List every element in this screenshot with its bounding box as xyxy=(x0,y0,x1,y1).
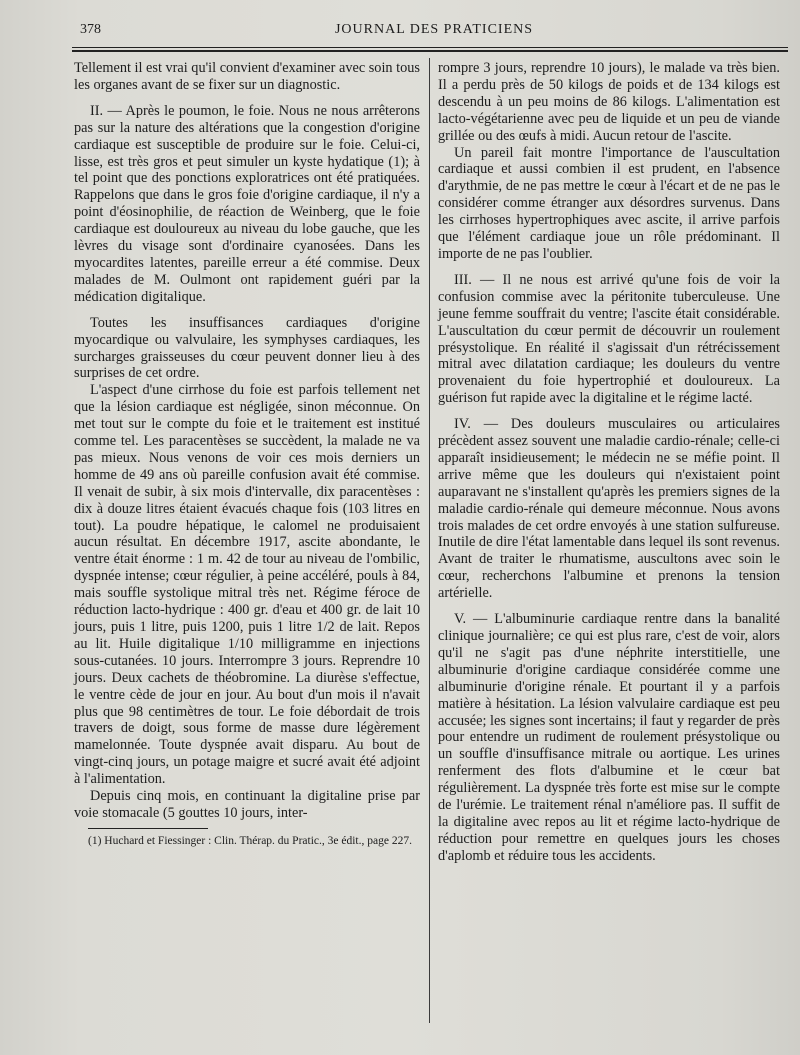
page-number: 378 xyxy=(80,22,101,37)
running-title: JOURNAL DES PRATICIENS xyxy=(334,22,534,37)
paragraph-section-iii: III. — Il ne nous est arrivé qu'une fois de voir la confusion commise avec la péritonite tuberculeuse. Une jeune femme souffrait du ventre; l'ascite était considérable. L'auscultation du cœur permit de découvrir un roulement présystolique. En réalité il s'agissait d'un rétrécissement mitral avec dilatation cardiaque; les douleurs du ventre provenaient du foie hypertrophié et douloureux. La guérison fut rapide avec la digitaline et le régime lacté. xyxy=(438,271,780,407)
right-column xyxy=(438,60,780,874)
paragraph-section-iv: IV. — Des douleurs musculaires ou articulaires précèdent assez souvent une maladie cardio-rénale; celle-ci apparaît insidieusement; le médecin ne se méfie point. Il arrive même que les douleurs qui n'existaient point auparavant ne s'installent qu'après les premiers signes de la maladie cardio-rénale qui demeure méconnue. Nous avons trois malades de cet ordre envoyés à une station sulfureuse. Inutile de dire l'état lamentable dans lequel ils sont revenus. Avant de traiter le rhumatisme, auscultons avec soin le cœur, recherchons l'albumine et prenons la tension artérielle. xyxy=(438,416,780,602)
header-rule-thick xyxy=(72,50,788,52)
page-header xyxy=(80,22,788,44)
left-column xyxy=(74,60,420,857)
footnote: (1) Huchard et Fiessinger : Clin. Thérap. du Pratic., 3e édit., page 227. xyxy=(88,834,412,847)
paragraph-cardiac-insufficiency: Toutes les insuffisances cardiaques d'origine myocardique ou valvulaire, les symphyses cardiaques, les surcharges graisseuses du cœur peuvent donner lieu à des surprises de cet ordre. xyxy=(74,314,420,382)
column-divider xyxy=(429,58,430,1023)
paragraph-auscultation: Un pareil fait montre l'importance de l'auscultation cardiaque et aussi combien il est prudent, en l'absence d'arythmie, de ne pas mettre le cœur à l'écart et de ne pas le considérer comme étranger aux désordres survenus. Dans les cirrhoses hypertrophiques avec ascite, il arrive parfois que l'élément cardiaque joue un rôle prédominant. Il importe de ne pas l'oublier. xyxy=(438,144,780,262)
header-rule xyxy=(72,47,788,48)
paragraph-intro-end: Tellement il est vrai qu'il convient d'examiner avec soin tous les organes avant de se fixer sur un diagnostic. xyxy=(74,60,420,93)
paragraph-cirrhosis-case: L'aspect d'une cirrhose du foie est parfois tellement net que la lésion cardiaque est négligée, sinon méconnue. On met tout sur le compte du foie et le traitement est institué comme tel. Les paracentèses se succèdent, la malade ne va pas mieux. Nous venons de voir ces mois derniers un homme de 49 ans où pareille confusion avait été commise. Il venait de subir, à six mois d'intervalle, dix paracentèses : dix à douze litres étaient évacués chaque fois (103 litres en tout). La poudre hépatique, le calomel ne produisaient aucun résultat. En décembre 1917, ascite abondante, le ventre était énorme : 1 m. 42 de tour au niveau de l'ombilic, dyspnée intense; cœur régulier, à peine accéléré, pouls à 84, mais souffle systolique mitral très net. Régime féroce de réduction lacto-hydrique : 400 gr. d'eau et 400 gr. de lait 10 jours, puis 1 litre, puis 1200, puis 1 litre 1/2 de lait. Repos au lit. Huile digitalique 1/10 milligramme en injections sous-cutanées. 10 jours. Interrompre 3 jours. Reprendre 10 jours. Deux cachets de théobromine. La diurèse s'effectue, le ventre cède de jour en jour. Au bout d'un mois il n'avait plus que 98 centimètres de tour. Le foie débordait de trois travers de doigt, sous forme de masse dure légèrement mamelonnée. Toute dyspnée avait disparu. Au bout de vingt-cinq jours, un potage maigre et sucré avait été adjoint à l'alimentation. xyxy=(74,382,420,788)
paragraph-five-months: Depuis cinq mois, en continuant la digitaline prise par voie stomacale (5 gouttes 10 jours, inter- xyxy=(74,788,420,821)
footnote-rule xyxy=(88,828,208,829)
paragraph-section-ii: II. — Après le poumon, le foie. Nous ne nous arrêterons pas sur la nature des altérations que la congestion d'origine cardiaque est susceptible de produire sur le foie. Celui-ci, lisse, est très gros et peut simuler un kyste hydatique (1); à tel point que des ponctions exploratrices ont été pratiquées. Rappelons que dans le gros foie d'origine cardiaque, il n'y a point d'éosinophilie, de réaction de Weinberg, que le foie cardiaque est douloureux au niveau du lobe gauche, que les lèvres du visage sont d'ordinaire cyanosées. Dans les myocardites latentes, pareille erreur a été commise. Deux malades de M. Oulmont ont rapidement guéri par la médication digitalique. xyxy=(74,102,420,305)
paragraph-continuation: rompre 3 jours, reprendre 10 jours), le malade va très bien. Il a perdu près de 50 kilogs de poids et de 134 kilogs est descendu à un peu moins de 86 kilogs. L'alimentation est lacto-végétarienne avec peu de liquide et un peu de viande grillée ou des œufs à midi. Aucun retour de l'ascite. xyxy=(438,60,780,144)
paragraph-section-v: V. — L'albuminurie cardiaque rentre dans la banalité clinique journalière; ce qui est plus rare, c'est de voir, alors qu'il ne s'agit pas d'une néphrite interstitielle, une albuminurie d'origine cardiaque considérée comme une albuminurie d'origine rénale. Et pourtant il y a parfois matière à hésitation. La lésion valvulaire cardiaque est peu accusée; les signes sont incertains; il faut y regarder de près pour entendre un rudiment de roulement présystolique ou un souffle d'insuffisance mitrale ou aortique. Les urines renferment des flots d'albumine et le cœur bat régulièrement. La dyspnée très forte est mise sur le compte de l'urémie. Le traitement rénal n'améliore pas. Il suffit de la digitaline avec repos au lit et régime lacto-hydrique de réduction pour remettre en quelques jours les choses d'aplomb et réduire tous les accidents. xyxy=(438,611,780,864)
